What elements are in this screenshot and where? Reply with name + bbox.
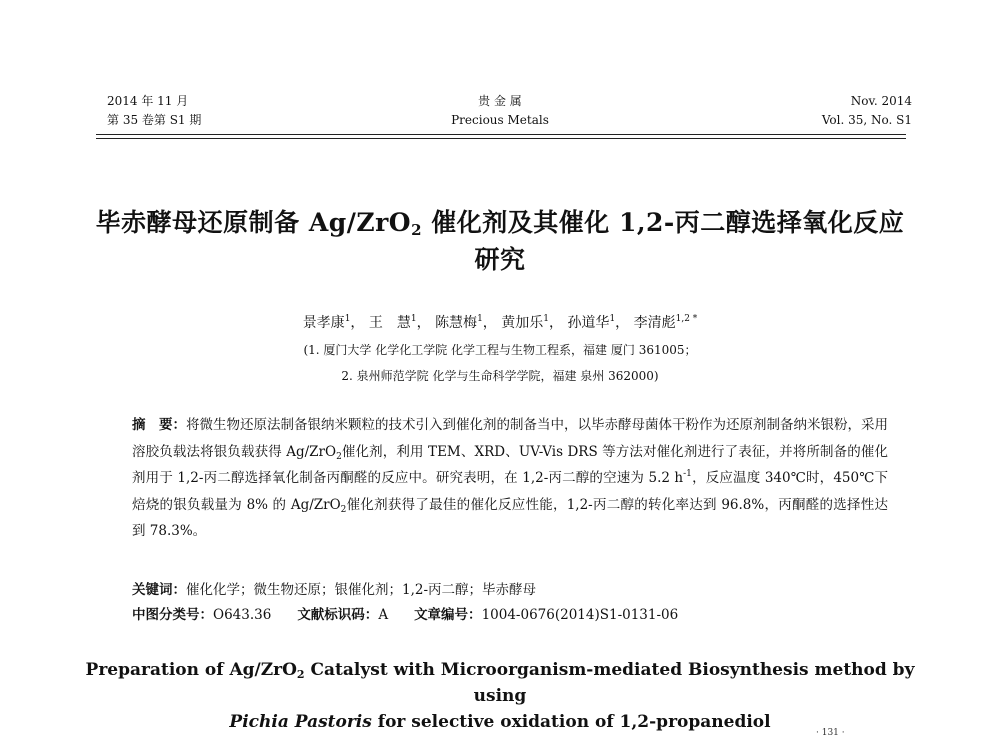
volume-issue-cn: 第 35 卷第 S1 期 [107,113,202,127]
issue-date-cn: 2014 年 11 月 [107,94,189,108]
title-en-part1: Preparation of Ag/ZrO [85,660,297,680]
volume-issue-en: Vol. 35, No. S1 [821,113,912,127]
article-title-en [60,657,940,735]
classification-line [132,605,892,625]
page-number-mark: · 131 · [816,728,845,738]
affiliation-2: 2. 泉州师范学院 化学与生命科学学院，福建 泉州 362000) [341,369,659,383]
keywords [132,580,892,600]
affiliation-1: (1. 厦门大学 化学化工学院 化学工程与生物工程系，福建 厦门 361005； [303,343,697,357]
journal-name-en: Precious Metals [451,113,549,127]
author-name: 孙道华 [567,315,610,331]
title-cn-part2: 催化剂及其催化 1,2-丙二醇选择氧化反应研究 [422,208,905,274]
issue-date-en: Nov. 2014 [850,94,912,108]
author-name: 王 慧 [368,315,411,331]
abstract [132,412,888,545]
author-name: 黄加乐 [501,315,544,331]
author-name: 李清彪 [633,315,676,331]
doc-code-value: A [378,607,389,623]
author-affiliation-mark: 1 [410,314,417,324]
author-name: 陈慧梅 [435,315,478,331]
title-cn-part1: 毕赤酵母还原制备 Ag/ZrO [95,208,412,237]
abstract-subscript: 2 [340,504,347,515]
header-rule-thin [96,138,906,139]
title-en-part3: for selective oxidation of 1,2-propanediol [371,712,771,732]
author-affiliation-mark: 1 [543,314,549,324]
doc-code-label: 文献标识码： [297,607,379,623]
title-cn-subscript: 2 [411,221,423,239]
author-affiliation-mark: 1 [477,314,483,324]
journal-name-cn: 贵 金 属 [478,94,522,108]
title-en-part2: Catalyst with Microorganism-mediated Biosynthesis method by using [304,660,915,706]
abstract-text: ，反应温度 340℃时，450℃下焙烧的银负载量为 8% 的 Ag/ZrO [132,470,889,513]
keywords-label: 关键词： [132,582,186,598]
author-list: 景孝康$^1$， 王 慧$^1$， 陈慧梅$^1$， 黄加乐$^1$， 孙道华$^1$， 李清彪$^{1,2 *}$ [302,314,698,331]
title-en-subscript: 2 [296,668,305,681]
abstract-text: 将微生物还原法制备银纳米颗粒的技术引入到催化剂的制备当中，以毕赤酵母菌体干粉作为还原剂制备纳米银粉，采用溶胶负载法将银负载获得 Ag/ZrO [132,417,888,460]
abstract-superscript: -1 [683,469,692,479]
abstract-text: 催化剂，利用 TEM、XRD、UV-Vis DRS 等方法对催化剂进行了表征，并将所制备的催化剂用于 1,2-丙二醇选择氧化制备丙酮醛的反应中。研究表明，在 1,2-丙二醇的空速为 5.2 h [132,443,888,486]
abstract-label: 摘 要： [132,417,186,433]
keywords-text: 催化化学；微生物还原；银催化剂；1,2-丙二醇；毕赤酵母 [186,582,537,598]
title-en-species: Pichia Pastoris [229,712,372,732]
author-affiliation-mark: 1,2 * [675,314,698,324]
running-header [0,92,1000,132]
clc-value: O643.36 [213,607,272,623]
article-number-value: 1004-0676(2014)S1-0131-06 [481,607,679,623]
article-title-cn [90,204,910,278]
header-rule-thick [96,134,906,135]
abstract-text: 催化剂获得了最佳的催化反应性能，1,2-丙二醇的转化率达到 96.8%，丙酮醛的选择性达到 78.3%。 [132,496,888,539]
author-name: 景孝康 [302,315,345,331]
article-number-label: 文章编号： [414,607,482,623]
clc-label: 中图分类号： [132,607,213,623]
issue-date-en-block [822,92,912,130]
abstract-subscript: 2 [336,451,342,462]
author-affiliation-mark: 1 [609,314,616,324]
author-affiliation-mark: 1 [344,314,351,324]
